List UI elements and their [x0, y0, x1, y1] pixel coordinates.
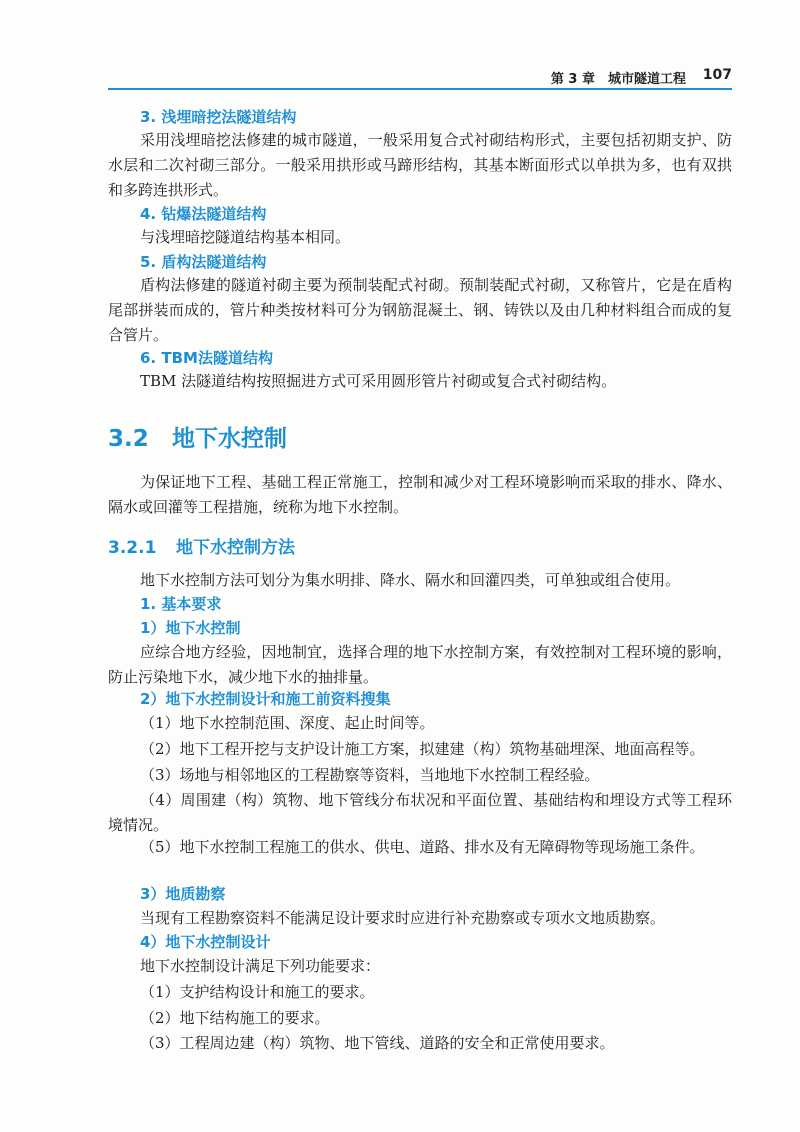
running-header [108, 66, 732, 90]
paragraph-survey: 当现有工程勘察资料不能满足设计要求时应进行补充勘察或专项水文地质勘察。 [140, 909, 666, 927]
paragraph-design-intro: 地下水控制设计满足下列功能要求： [140, 957, 381, 975]
heading-groundwater-control: 1）地下水控制 [140, 619, 241, 637]
list-item: （2）地下工程开挖与支护设计施工方案，拟建建（构）筑物基础埋深、地面高程等。 [140, 740, 705, 758]
list-item: （4）周围建（构）筑物、地下管线分布状况和平面位置、基础结构和埋设方式等工程环境情况。 [108, 791, 732, 834]
paragraph-groundwater-intro: 为保证地下工程、基础工程正常施工，控制和减少对工程环境影响而采取的排水、降水、隔水或回灌等工程措施，统称为地下水控制。 [108, 473, 732, 516]
paragraph-drill-blast: 与浅埋暗挖隧道结构基本相同。 [140, 228, 351, 246]
section-heading-3-2 [108, 420, 287, 453]
section-title: 地下水控制 [172, 426, 287, 452]
subsection-heading-5: 5. 盾构法隧道结构 [140, 253, 267, 271]
paragraph-control-principle: 应综合地方经验，因地制宜，选择合理的地下水控制方案，有效控制对工程环境的影响，防止污染地下水，减少地下水的抽排量。 [108, 643, 732, 686]
section-heading-3-2-1 [108, 533, 295, 558]
list-item: （3）场地与相邻地区的工程勘察等资料，当地地下水控制工程经验。 [140, 766, 600, 784]
paragraph-shallow-tunnel: 采用浅埋暗挖法修建的城市隧道，一般采用复合式衬砌结构形式，主要包括初期支护、防水层和二次衬砌三部分。一般采用拱形或马蹄形结构，其基本断面形式以单拱为多，也有双拱和多跨连拱形式。 [108, 131, 732, 199]
list-item: （2）地下结构施工的要求。 [140, 1009, 330, 1027]
subsection-heading-3: 3. 浅埋暗挖法隧道结构 [140, 108, 297, 126]
section-number: 3.2 [108, 426, 149, 452]
chapter-title: 第 3 章 城市隧道工程 [550, 72, 686, 87]
page-number: 107 [702, 67, 732, 83]
subsection-heading-6: 6. TBM法隧道结构 [140, 349, 273, 367]
list-item: （5）地下水控制工程施工的供水、供电、道路、排水及有无障碍物等现场施工条件。 [140, 838, 705, 856]
paragraph-shield-tunnel: 盾构法修建的隧道衬砌主要为预制装配式衬砌。预制装配式衬砌，又称管片，它是在盾构尾部拼装而成的，管片种类按材料可分为钢筋混凝土、钢、铸铁以及由几种材料组合而成的复合管片。 [108, 276, 732, 344]
paragraph-tbm: TBM 法隧道结构按照掘进方式可采用圆形管片衬砌或复合式衬砌结构。 [140, 372, 617, 390]
heading-data-collection: 2）地下水控制设计和施工前资料搜集 [140, 690, 391, 708]
heading-basic-requirements: 1. 基本要求 [140, 595, 222, 613]
list-item: （3）工程周边建（构）筑物、地下管线、道路的安全和正常使用要求。 [140, 1034, 615, 1052]
heading-control-design: 4）地下水控制设计 [140, 933, 271, 951]
subsection-title: 地下水控制方法 [176, 538, 295, 558]
header-rule [108, 88, 732, 90]
subsection-heading-4: 4. 钻爆法隧道结构 [140, 205, 267, 223]
list-item: （1）地下水控制范围、深度、起止时间等。 [140, 714, 435, 732]
subsection-number: 3.2.1 [108, 538, 157, 558]
heading-geological-survey: 3）地质勘察 [140, 885, 226, 903]
list-item: （1）支护结构设计和施工的要求。 [140, 983, 375, 1001]
paragraph-methods-intro: 地下水控制方法可划分为集水明排、降水、隔水和回灌四类，可单独或组合使用。 [140, 571, 681, 589]
